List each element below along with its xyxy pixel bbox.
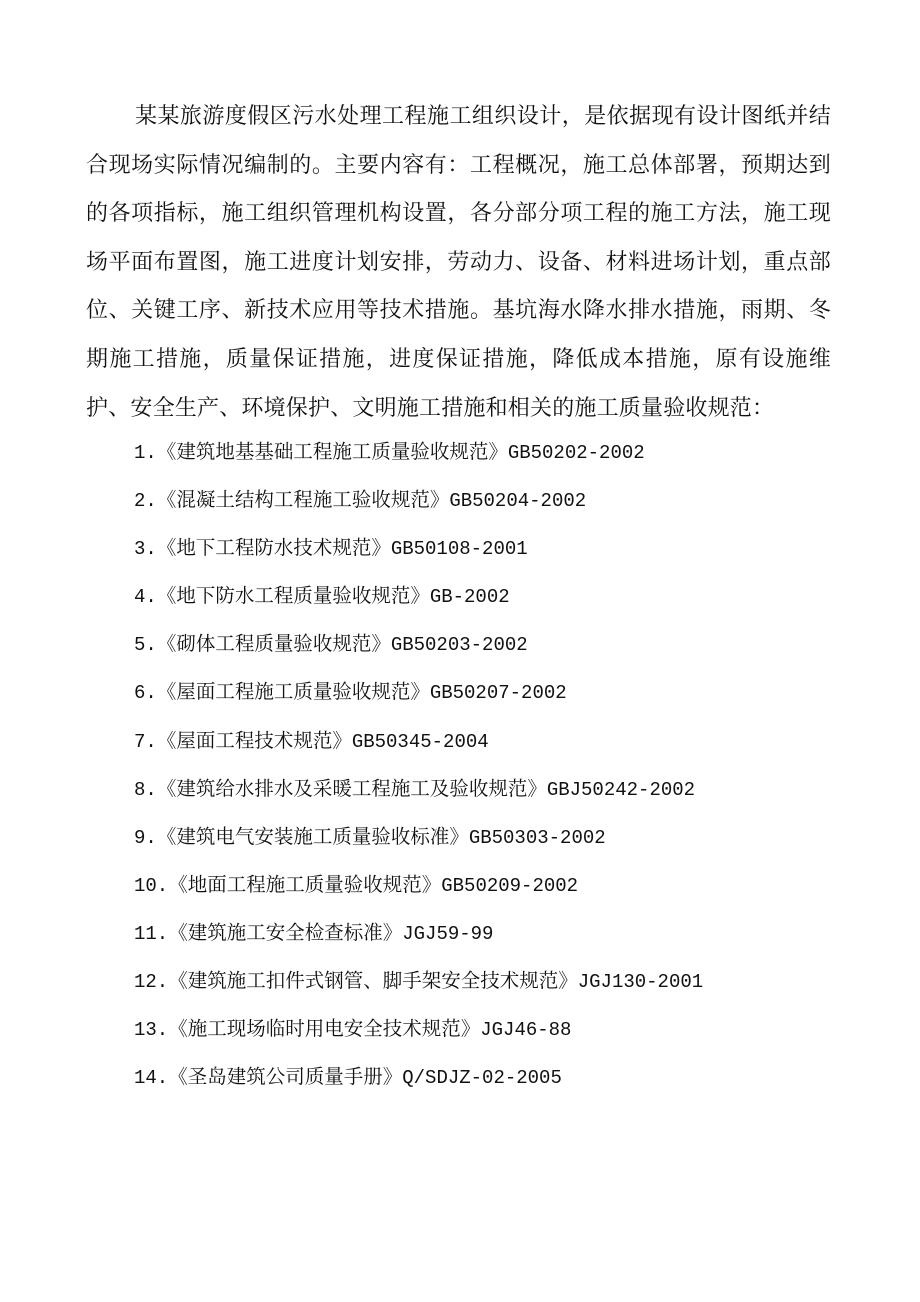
ref-title: 《圣岛建筑公司质量手册》 — [168, 1065, 403, 1089]
ref-title: 《屋面工程施工质量验收规范》 — [156, 680, 430, 704]
list-item — [134, 476, 703, 524]
ref-title: 《建筑地基基础工程施工质量验收规范》 — [156, 440, 508, 463]
ref-code: GB50203-2002 — [390, 634, 528, 657]
ref-code: GB50207-2002 — [429, 682, 567, 705]
ref-number: 4. — [134, 586, 157, 609]
ref-number: 7. — [134, 730, 157, 753]
list-item — [134, 620, 703, 668]
ref-title: 《砌体工程质量验收规范》 — [156, 632, 391, 656]
ref-code: GB50345-2004 — [351, 730, 489, 753]
ref-number: 8. — [134, 778, 157, 801]
ref-title: 《混凝土结构工程施工验收规范》 — [156, 488, 450, 512]
list-item — [134, 524, 703, 572]
ref-number: 5. — [134, 634, 157, 657]
list-item — [134, 909, 703, 957]
ref-title: 《地下防水工程质量验收规范》 — [156, 584, 430, 608]
ref-title: 《施工现场临时用电安全技术规范》 — [168, 1017, 481, 1041]
ref-title: 《建筑施工扣件式钢管、脚手架安全技术规范》 — [168, 969, 578, 993]
ref-code: GBJ50242-2002 — [546, 778, 696, 801]
ref-code: GB50202-2002 — [507, 442, 645, 464]
ref-number: 1. — [134, 442, 157, 464]
ref-number: 3. — [134, 538, 157, 561]
list-item — [134, 765, 703, 813]
list-item — [134, 861, 703, 909]
list-item — [134, 668, 703, 716]
ref-number: 6. — [134, 682, 157, 705]
ref-code: GB50303-2002 — [468, 826, 606, 849]
ref-number: 2. — [134, 490, 157, 513]
ref-number: 12. — [134, 971, 169, 994]
ref-code: JGJ59-99 — [402, 922, 494, 945]
list-item — [134, 813, 703, 861]
ref-code: JGJ46-88 — [480, 1019, 572, 1042]
ref-title: 《屋面工程技术规范》 — [156, 728, 352, 752]
ref-code: GB50108-2001 — [390, 538, 528, 561]
list-item — [134, 957, 703, 1005]
ref-code: Q/SDJZ-02-2005 — [402, 1067, 562, 1090]
list-item — [134, 1005, 703, 1053]
list-item — [134, 1053, 703, 1101]
ref-title: 《建筑电气安装施工质量验收标准》 — [156, 824, 469, 848]
list-item — [134, 717, 703, 765]
ref-number: 13. — [134, 1019, 169, 1042]
ref-code: GB-2002 — [429, 586, 510, 609]
ref-title: 《地面工程施工质量验收规范》 — [168, 872, 442, 896]
list-item — [134, 428, 703, 476]
ref-title: 《建筑给水排水及采暖工程施工及验收规范》 — [156, 776, 547, 800]
intro-paragraph: 某某旅游度假区污水处理工程施工组织设计，是依据现有设计图纸并结合现场实际情况编制的。主要内容有：工程概况，施工总体部署，预期达到的各项指标，施工组织管理机构设置，各分部分项工程的施工方法，施工现场平面布置图，施工进度计划安排，劳动力、设备、材料进场计划，重点部位、关键工序、新技术应用等技术措施。基坑海水降水排水措施，雨期、冬期施工措施，质量保证措施，进度保证措施，降低成本措施，原有设施维护、安全生产、环境保护、文明施工措施和相关的施工质量验收规范： — [86, 104, 831, 421]
ref-title: 《建筑施工安全检查标准》 — [168, 920, 403, 944]
list-item — [134, 572, 703, 620]
ref-code: JGJ130-2001 — [577, 971, 704, 994]
ref-number: 10. — [134, 874, 169, 897]
ref-number: 9. — [134, 826, 157, 849]
ref-number: 11. — [134, 922, 169, 945]
ref-code: GB50204-2002 — [449, 490, 587, 513]
ref-code: GB50209-2002 — [441, 874, 579, 897]
ref-title: 《地下工程防水技术规范》 — [156, 536, 391, 560]
reference-list — [134, 428, 703, 1101]
ref-number: 14. — [134, 1067, 169, 1090]
